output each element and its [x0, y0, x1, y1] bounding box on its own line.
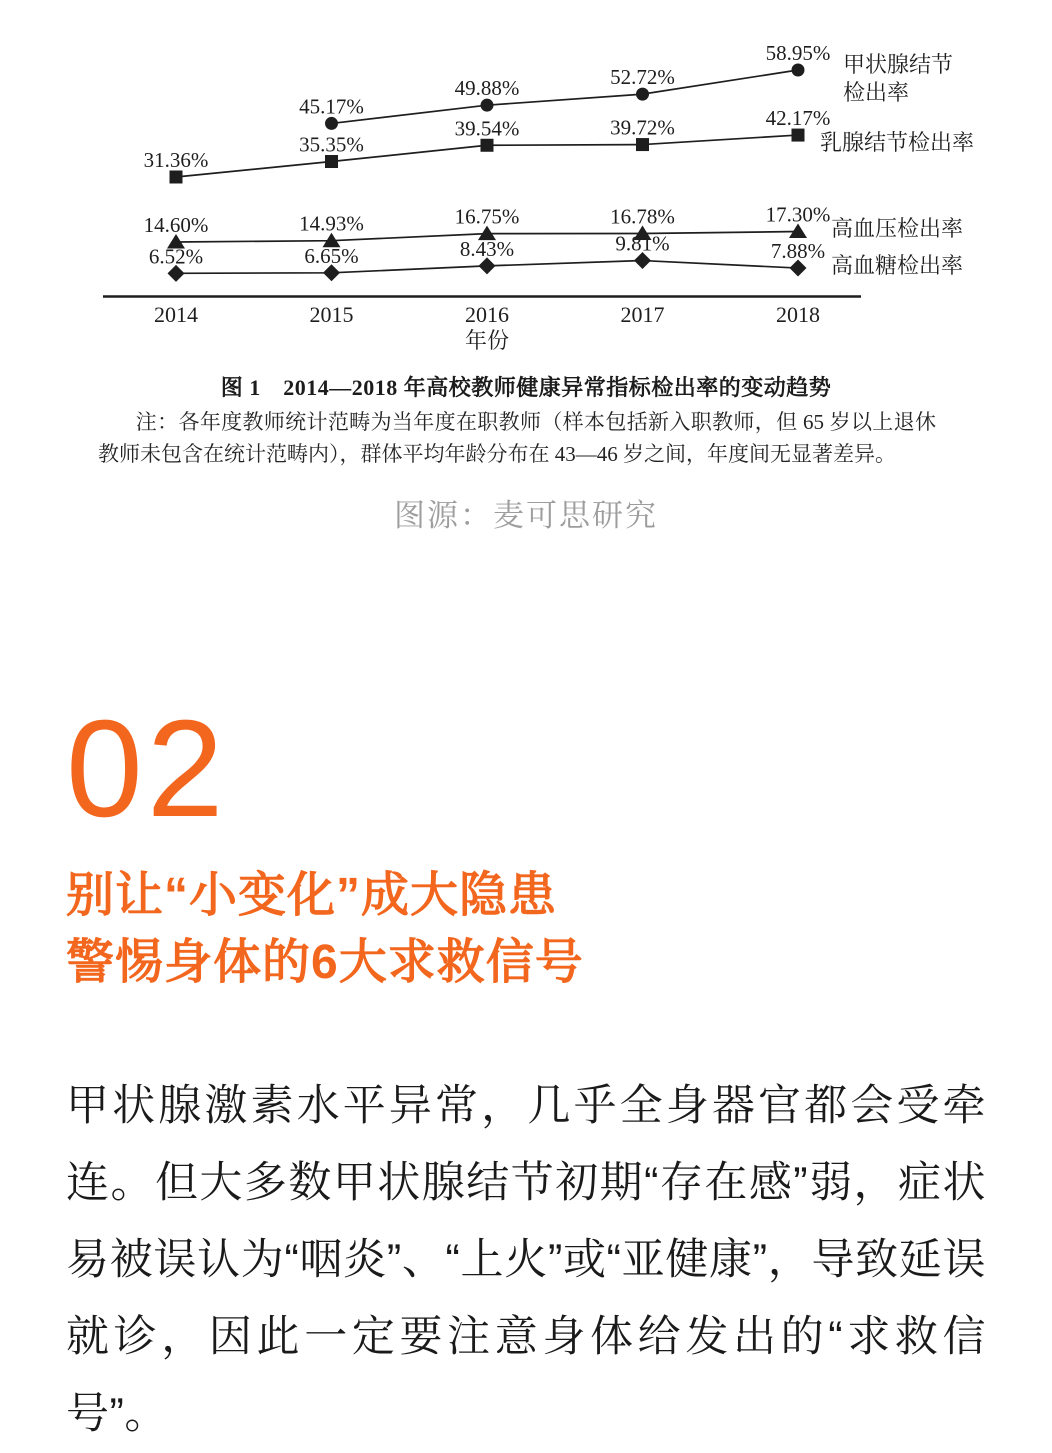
legend-label: 检出率: [843, 80, 910, 105]
figure-1-line-chart: [0, 0, 1052, 360]
circle-marker: [481, 99, 494, 112]
square-marker: [170, 170, 183, 183]
x-tick-label: 2014: [154, 302, 198, 327]
value-label: 14.93%: [299, 211, 364, 236]
value-label: 6.52%: [148, 244, 204, 269]
x-tick-label: 2015: [309, 302, 354, 327]
x-tick-label: 2018: [776, 302, 820, 327]
circle-marker: [636, 88, 649, 101]
value-label: 9.81%: [615, 231, 670, 256]
square-marker: [325, 155, 338, 168]
body-paragraph: 甲状腺激素水平异常，几乎全身器官都会受牵连。但大多数甲状腺结节初期“存在感”弱，症状易被误认为“咽炎”、“上火”或“亚健康”，导致延误就诊，因此一定要注意身体给发出的“求救信号”。: [66, 1082, 986, 1438]
circle-marker: [325, 117, 338, 130]
x-tick-label: 2016: [465, 302, 509, 327]
value-label: 58.95%: [765, 40, 831, 65]
legend-label: 甲状腺结节: [843, 52, 954, 77]
section-title: [66, 862, 1026, 996]
legend-label: 高血压检出率: [831, 216, 964, 241]
value-label: 49.88%: [454, 76, 520, 101]
series-line-circle: [332, 70, 799, 123]
value-label: 16.78%: [610, 204, 675, 229]
section-number: 02: [66, 692, 228, 846]
section-title-line1: 别让“小变化”成大隐患: [66, 869, 558, 922]
value-label: 39.72%: [610, 115, 675, 140]
square-marker: [636, 138, 649, 151]
value-label: 7.88%: [770, 239, 826, 264]
figure-caption: 图 1 2014—2018 年高校教师健康异常指标检出率的变动趋势: [220, 375, 832, 400]
section-title-line2: 警惕身体的6大求救信号: [66, 936, 584, 989]
x-tick-label: 2017: [620, 302, 665, 327]
value-label: 35.35%: [299, 132, 364, 157]
value-label: 17.30%: [765, 202, 831, 227]
square-marker: [481, 139, 494, 152]
image-source-caption: 图源：麦可思研究: [394, 498, 658, 533]
figure-note: 注：各年度教师统计范畴为当年度在职教师（样本包括新入职教师，但 65 岁以上退休教师未包含在统计范畴内），群体平均年龄分布在 43—46 岁之间，年度间无显著差异。: [98, 410, 936, 466]
value-label: 52.72%: [610, 65, 675, 90]
value-label: 31.36%: [143, 147, 209, 172]
value-label: 16.75%: [454, 204, 520, 229]
circle-marker: [792, 63, 805, 76]
value-label: 14.60%: [143, 212, 209, 237]
value-label: 42.17%: [765, 106, 831, 131]
value-label: 39.54%: [454, 116, 520, 141]
value-label: 8.43%: [459, 236, 515, 261]
legend-label: 高血糖检出率: [831, 253, 964, 278]
x-axis-title: 年份: [464, 328, 510, 353]
square-marker: [792, 129, 805, 142]
value-label: 6.65%: [304, 243, 359, 268]
legend-label: 乳腺结节检出率: [820, 130, 975, 155]
figure-1: [0, 0, 1052, 480]
value-label: 45.17%: [299, 94, 364, 119]
